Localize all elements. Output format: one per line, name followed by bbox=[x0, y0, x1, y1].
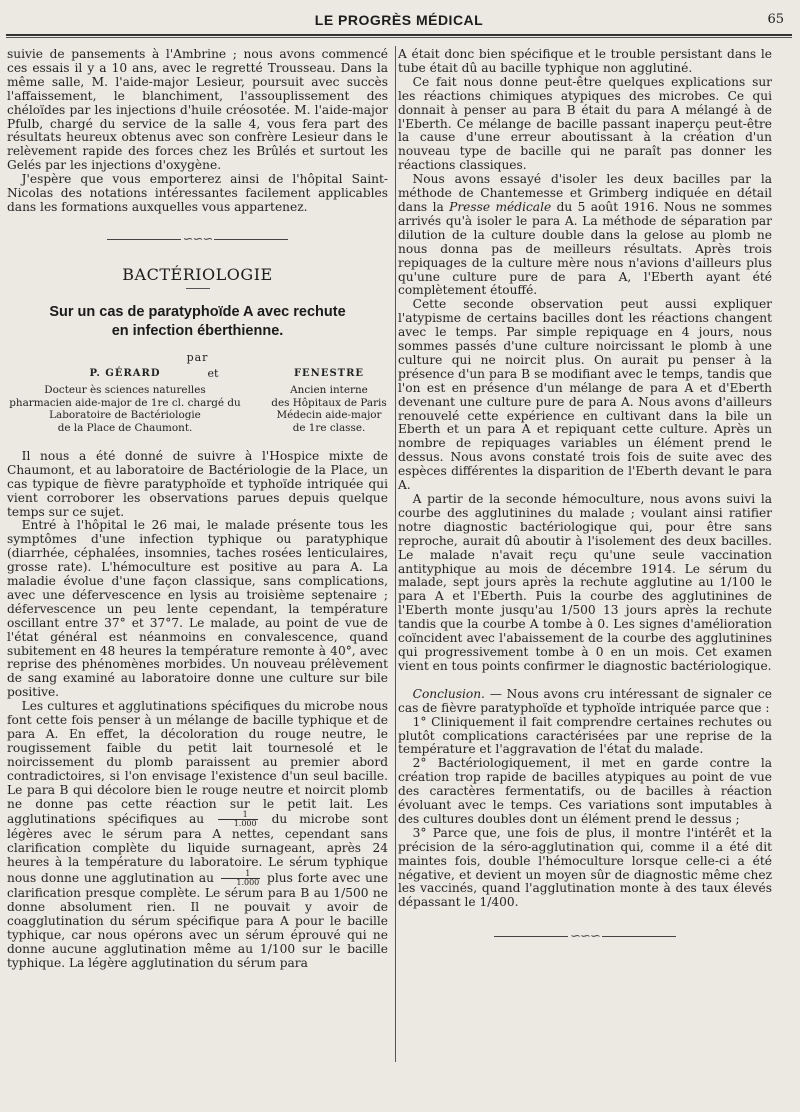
fraction bbox=[221, 870, 261, 887]
authors-block bbox=[7, 368, 388, 450]
author-name: FENESTRE bbox=[293, 367, 365, 379]
ornamental-divider: ∽∽∽ bbox=[398, 930, 772, 944]
section-heading: BACTÉRIOLOGIE bbox=[122, 264, 273, 284]
fraction-denominator: 1.000 bbox=[236, 878, 260, 888]
paragraph: Cette seconde observation peut aussi expliquer l'atypisme de certains bacilles dont les réactions changent avec le temps. Par simple repiquage en 4 jours, nous sommes passés d'une culture noircissant le plomb à une culture qui ne noircit plus. On aurait pu penser à la présence d'un para B se modifiant avec le temps, tandis que l'on est en présence d'un mélange de para A et d'Eberth devenant une culture pure de para A. Nous avons d'ailleurs renouvelé cette expérience en cultivant dans la bile un Eberth et un para A et repiquant cette culture. Après un nombre de repiquages variables un élément prend le dessus. Nous avons constaté trois fois de suite avec des espèces différentes la disparition de l'Eberth devant le para A. bbox=[398, 297, 772, 493]
ornamental-divider: ∽∽∽ bbox=[7, 233, 388, 247]
paragraph bbox=[398, 688, 772, 716]
text-run: — Nous avons cru intéressant de signaler ce cas de fièvre paratyphoïde et typhoïde intriquée parce que : bbox=[398, 686, 772, 715]
column-rule bbox=[395, 46, 396, 1062]
paragraph: 2° Bactériologiquement, il met en garde contre la création trop rapide de bacilles atypiques au point de vue des caractères fermentatifs, ou de bacilles à réaction évoluant avec le temps. Ces variations sont imputables à des cultures doubles dont un élément prend le dessus ; bbox=[398, 756, 772, 826]
author-name: P. GÉRARD bbox=[89, 367, 161, 379]
article-title bbox=[7, 303, 388, 341]
author-credential: pharmacien aide-major de 1re cl. chargé du bbox=[9, 396, 241, 409]
fraction bbox=[218, 811, 258, 828]
header-rule bbox=[6, 34, 792, 36]
text-run: du microbe sont légères avec le sérum para A nettes, cependant sans clarification complète du liquide surnageant, après 24 heures à la température du laboratoire. Le sérum typhique nous donne une agglutination au bbox=[7, 812, 389, 886]
fraction-numerator: 1 bbox=[221, 870, 261, 879]
text-run: Nous avons essayé d'isoler les deux bacilles par la méthode de Chantemesse et Grimberg indiquée en détail dans la bbox=[398, 172, 772, 214]
author-credential: de 1re classe. bbox=[292, 421, 366, 434]
paragraph: Ce fait nous donne peut-être quelques explications sur les réactions chimiques atypiques des microbes. Ce qui donnait à penser au para B était du para A mélangé à de l'Eberth. Ce mélange de bacille passant inaperçu peut-être la cause d'une erreur aboutissant à la création d'un nouveau type de bacille qui ne paraît pas donner les réactions classiques. bbox=[398, 74, 772, 173]
left-column bbox=[7, 48, 388, 971]
author-credential: Docteur ès sciences naturelles bbox=[44, 384, 206, 397]
text-run: du 5 août 1916. Nous ne sommes arrivés qu'à isoler le para A. La méthode de séparation par dilution de la culture double dans la gelose au plomb ne nous donna pas de meilleurs résultats. Après trois repiquages de la culture mère nous n'avions d'ailleurs plus qu'une culture pure de para A, l'Eberth ayant été complètement étouffé. bbox=[398, 199, 772, 298]
article-title-line: Sur un cas de paratyphoïde A avec rechute bbox=[49, 303, 346, 320]
fraction-denominator: 1.000 bbox=[233, 819, 257, 829]
byline-par: par bbox=[186, 350, 209, 364]
paragraph: 3° Parce que, une fois de plus, il montre l'intérêt et la précision de la séro-agglutination qui, comme il a été dit maintes fois, double l'hémoculture lorsque celle-ci a été négative, et devient un moyen sûr de diagnostic même chez les vaccinés, quand l'agglutination monte à des taux élevés dépassant le 1/400. bbox=[398, 825, 772, 910]
paragraph: Il nous a été donné de suivre à l'Hospice mixte de Chaumont, et au laboratoire de Bactériologie de la Place, un cas typique de fièvre paratyphoïde et typhoïde intriquée qui vient corroborer les observations parues depuis quelque temps sur ce sujet. bbox=[7, 448, 388, 519]
text-run: Les cultures et agglutinations spécifiques du microbe nous font cette fois penser à un mélange de bacille typhique et de para A. En effet, la décoloration du rouge neutre, le rougissement faible du petit lait tournesolé et le noircissement du plomb paraissent au premier abord contradictoires, si l'on envisage l'existence d'un seul bacille. Le para B qui décolore bien le rouge neutre et noircit plomb ne donne pas cette réaction sur le petit lait. Les agglutinations spécifiques au bbox=[7, 699, 388, 827]
page-number: 65 bbox=[767, 12, 784, 27]
paragraph bbox=[398, 173, 772, 298]
author-credential: de la Place de Chaumont. bbox=[57, 421, 193, 434]
paragraph: A partir de la seconde hémoculture, nous avons suivi la courbe des agglutinines du malade ; voulant ainsi ratifier notre diagnostic bactériologique qui, pour être sans reproche, aurait dû aboutir à l'isolement des deux bacilles. Le malade n'avait reçu qu'une seule vaccination antityphique au mois de décembre 1914. Le sérum du malade, sept jours après la rechute agglutine au 1/100 le para A et l'Eberth. Puis la courbe des agglutinines de l'Eberth monte jusqu'au 1/500 13 jours après la rechute tandis que la courbe A tombe à 0. Les signes d'amélioration coïncident avec l'abaissement de la courbe des agglutinines qui progressivement tombe à 0 en un mois. Cet examen vient en tous points confirmer le diagnostic bactériologique. bbox=[398, 492, 772, 673]
fraction-numerator: 1 bbox=[218, 811, 258, 820]
article-title-line: en infection éberthienne. bbox=[111, 322, 284, 339]
paragraph: Entré à l'hôpital le 26 mai, le malade présente tous les symptômes d'une infection typhique ou paratyphique (diarrhée, céphalées, insomnies, taches rosées lenticulaires, grosse rate). L'hémoculture est positive au para A. La maladie évolue d'une façon classique, sans complications, avec une défervescence en lysis au troisième septenaire ; défervescence un peu lente cependant, la température oscillant entre 37° et 37°7. Le malade, au point de vue de l'état général est néanmoins en convalescence, quand subitement en 48 heures la température remonte à 40°, avec reprise des phénomènes morbides. Un nouveau prélèvement de sang examiné au laboratoire donne une culture sur bile positive. bbox=[7, 518, 388, 700]
author-conjunction: et bbox=[207, 366, 219, 380]
paragraph: 1° Cliniquement il fait comprendre certaines rechutes ou plutôt complications caractérisées par une reprise de la température et l'aggravation de l'état du malade. bbox=[398, 714, 772, 757]
author-credential: Laboratoire de Bactériologie bbox=[49, 409, 201, 422]
journal-title: LE PROGRÈS MÉDICAL bbox=[314, 12, 484, 28]
short-rule bbox=[186, 288, 210, 289]
header-rule-thin bbox=[6, 37, 792, 38]
italic-title: Presse médicale bbox=[449, 199, 552, 214]
author-fenestre bbox=[259, 368, 399, 434]
paragraph bbox=[7, 700, 388, 970]
right-column bbox=[398, 48, 772, 944]
text-run: plus forte avec une clarification presque complète. Le sérum para B au 1/500 ne donne absolument rien. Il ne pouvait y avoir de coagglutination du sérum spécifique para A pour le bacille typhique, car nous opérons avec un sérum éprouvé qui ne donne aucune agglutination même au 1/100 sur le bacille typhique. La légère agglutination du sérum para bbox=[7, 871, 389, 970]
conclusion-label: Conclusion. bbox=[412, 686, 485, 701]
running-header bbox=[6, 10, 792, 34]
author-credential: des Hôpitaux de Paris bbox=[271, 396, 387, 409]
paragraph: suivie de pansements à l'Ambrine ; nous avons commencé ces essais il y a 10 ans, avec le regretté Trousseau. Dans la même salle, M. l'aide-major Lesieur, poursuit avec succès l'affaissement, le blanchiment, l'assouplissement des chéloïdes par les injections d'huile créosotée. M. l'aide-major Pfulb, chargé du service de la salle 4, vous fera part des résultats heureux obtenus avec son confrère Lesieur dans le relèvement rapide des forces chez les Brûlés et surtout les Gelés par les injections d'oxygène. bbox=[7, 47, 388, 173]
author-credential: Ancien interne bbox=[290, 384, 368, 397]
paragraph: A était donc bien spécifique et le trouble persistant dans le tube était dû au bacille typhique non agglutiné. bbox=[398, 47, 772, 75]
paragraph: J'espère que vous emporterez ainsi de l'hôpital Saint-Nicolas des notations intéressantes facilement applicables dans les formations auxquelles vous appartenez. bbox=[7, 172, 388, 214]
author-credential: Médecin aide-major bbox=[276, 409, 382, 422]
